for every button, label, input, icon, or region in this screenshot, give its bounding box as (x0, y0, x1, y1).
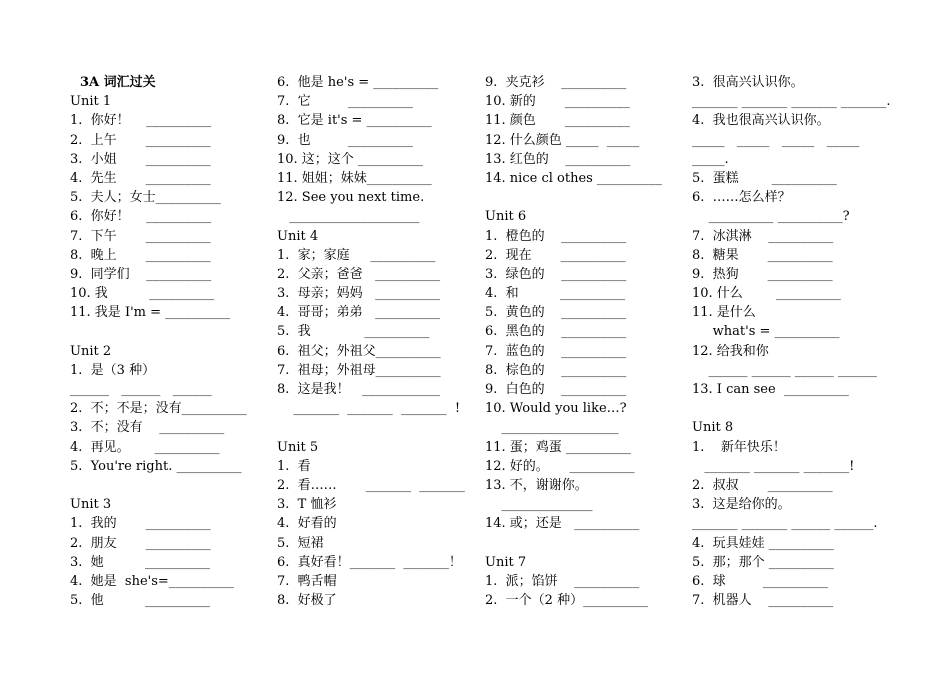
vocab-line: 7. 它 __________ (277, 94, 413, 110)
vocab-line: 6. 球 __________ (692, 573, 828, 589)
unit-heading: Unit 4 (277, 228, 319, 244)
vocab-line: 7. 蓝色的 __________ (485, 343, 627, 359)
unit-heading: Unit 6 (485, 209, 527, 225)
vocab-line: 11. 蛋；鸡蛋 __________ (485, 439, 631, 455)
vocab-line: 9. 热狗 __________ (692, 266, 833, 282)
vocab-line: 6. 黑色的 __________ (485, 324, 627, 340)
vocab-line: 13. I can see __________ (692, 382, 849, 397)
column-3-lines (485, 73, 685, 610)
vocab-line: 5. 蛋糕 __________ (692, 170, 837, 186)
vocab-line: 2. 上午 __________ (70, 132, 211, 148)
vocab-line: 1. 新年快乐！ (692, 439, 786, 455)
vocab-line: 6. ……怎么样？ (692, 190, 791, 206)
vocab-line: 7. 下午 __________ (70, 228, 211, 244)
vocab-line: 4. 再见。 __________ (70, 439, 220, 455)
vocab-line: 2. 朋友 __________ (70, 535, 211, 551)
vocab-line: _______ _______ ______ ______. (692, 516, 878, 532)
vocab-line: 2. 一个（2 种）__________ (485, 593, 649, 609)
vocab-line: 5. 那；那个 __________ (692, 554, 834, 570)
vocab-line: 8. 棕色的 __________ (485, 362, 627, 378)
vocab-line: 10. 什么 __________ (692, 286, 841, 302)
vocab-line: what's = __________ (692, 324, 840, 340)
vocab-line: 13. 不，谢谢你。 (485, 477, 588, 493)
column-1-lines (70, 73, 270, 610)
vocab-line: 1. 你好！ __________ (70, 113, 212, 129)
vocab-line: 5. 他 __________ (70, 593, 210, 609)
vocab-line: ______ ______ ______ ______ (692, 362, 877, 378)
vocab-line: 6. 他是 he's = __________ (277, 75, 439, 90)
vocab-line: 6. 你好！ __________ (70, 209, 212, 225)
vocab-line: _____. (692, 151, 729, 167)
vocab-line: 12. See you next time. (277, 190, 425, 206)
vocab-line: _______ _______ _______ _______. (692, 94, 891, 110)
vocab-line: 12. 给我和你 (692, 343, 769, 359)
vocab-line: 6. 祖父；外祖父__________ (277, 343, 441, 359)
vocab-line: 3. 绿色的 __________ (485, 266, 627, 282)
vocab-line: _______ _______ _______ ! (277, 401, 461, 417)
unit-heading: Unit 2 (70, 343, 112, 359)
unit-heading: Unit 8 (692, 420, 734, 436)
vocab-line: 2. 看…… _______ _______ (277, 477, 465, 493)
vocab-line: 5. 短裙 (277, 535, 324, 551)
unit-heading: Unit 5 (277, 439, 319, 455)
vocab-line: 11. 姐姐；妹妹__________ (277, 170, 432, 186)
vocab-line: 7. 机器人 __________ (692, 593, 834, 609)
vocab-line: 3. T 恤衫 (277, 497, 337, 513)
spacer-line (485, 188, 685, 207)
vocab-line: 7. 祖母；外祖母__________ (277, 362, 441, 378)
spacer-line (692, 399, 892, 418)
vocab-line: 7. 鸭舌帽 (277, 573, 337, 589)
spacer-line (485, 534, 685, 553)
vocab-line: 1. 派；馅饼 __________ (485, 573, 640, 589)
vocab-line: _______ _______ _______! (692, 458, 855, 474)
vocab-line: 3. 这是给你的。 (692, 497, 791, 513)
spacer-line (70, 322, 270, 341)
vocab-line: __________ __________? (692, 209, 850, 225)
vocab-line: 5. 黄色的 __________ (485, 305, 627, 321)
vocab-line: 10. 我 __________ (70, 286, 215, 302)
vocab-line: 11. 颜色 __________ (485, 113, 630, 129)
vocab-line: 3. 很高兴认识你。 (692, 75, 804, 90)
vocab-line: 2. 叔叔 __________ (692, 477, 833, 493)
vocab-line: 1. 橙色的 __________ (485, 228, 627, 244)
vocab-line: 8. 这是我！ ____________ (277, 382, 441, 397)
vocab-line: 2. 不；不是；没有__________ (70, 401, 247, 417)
vocab-line: 4. 好看的 (277, 516, 337, 532)
vocab-line: 12. 什么颜色 _____ _____ (485, 132, 640, 148)
column-4-lines (692, 73, 892, 610)
vocab-line: 1. 我的 __________ (70, 516, 211, 532)
vocab-line: 10. Would you like…? (485, 401, 627, 417)
vocab-line: 5. You're right. __________ (70, 458, 242, 474)
vocab-line: 8. 晚上 __________ (70, 247, 211, 263)
vocab-line: ____________________ (277, 209, 420, 225)
vocab-line: 3. 母亲；妈妈 __________ (277, 286, 441, 302)
vocab-line: 7. 冰淇淋 __________ (692, 228, 834, 244)
vocab-line: 14. nice cl othes __________ (485, 170, 662, 186)
vocab-line: 5. 我 __________ (277, 324, 430, 340)
vocab-line: 2. 父亲；爸爸 __________ (277, 266, 441, 282)
spacer-line (70, 73, 270, 92)
vocab-line: 3. 小姐 __________ (70, 151, 211, 167)
vocab-line: 4. 她是 she's=__________ (70, 573, 234, 589)
vocab-line: 4. 我也很高兴认识你。 (692, 113, 830, 129)
vocab-line: 11. 是什么 (692, 305, 756, 321)
vocab-line: 1. 看 (277, 458, 311, 474)
vocab-line: _____ _____ _____ _____ (692, 132, 860, 148)
vocab-line: 9. 也 __________ (277, 132, 413, 148)
unit-heading: Unit 7 (485, 554, 527, 570)
vocab-line: 9. 白色的 __________ (485, 382, 627, 397)
vocab-line: ______________ (485, 497, 593, 513)
spacer-line (277, 418, 477, 437)
vocab-line: 3. 不；没有 __________ (70, 420, 225, 436)
vocab-line: 1. 家；家庭 __________ (277, 247, 436, 263)
vocab-line: 4. 玩具娃娃 __________ (692, 535, 834, 551)
vocab-line: 14. 或；还是 __________ (485, 516, 640, 532)
vocab-line: 9. 夹克衫 __________ (485, 75, 627, 90)
vocab-line: 4. 先生 __________ (70, 170, 211, 186)
vocab-line: 13. 红色的 __________ (485, 151, 631, 167)
vocab-line: 11. 我是 I'm = __________ (70, 305, 231, 321)
vocab-line: 1. 是（3 种） (70, 362, 156, 378)
vocab-line: 10. 新的 __________ (485, 94, 630, 110)
spacer-line (70, 476, 270, 495)
vocab-line: 8. 糖果 __________ (692, 247, 833, 263)
unit-heading: Unit 3 (70, 497, 112, 513)
vocab-line: 8. 好极了 (277, 593, 337, 609)
vocab-line: 3. 她 __________ (70, 554, 210, 570)
vocab-line: __________________ (485, 420, 619, 436)
page-title: 3A 词汇过关 (80, 75, 156, 90)
column-2-lines (277, 73, 477, 610)
vocab-line: ______ ______ ______ (70, 382, 212, 397)
vocab-line: 5. 夫人；女士__________ (70, 190, 221, 206)
unit-heading: Unit 1 (70, 94, 112, 110)
vocab-line: 9. 同学们 __________ (70, 266, 212, 282)
vocab-line: 4. 哥哥；弟弟 __________ (277, 305, 441, 321)
vocab-line: 10. 这；这个 __________ (277, 151, 423, 167)
vocab-line: 4. 和 __________ (485, 286, 625, 302)
vocab-line: 8. 它是 it's = __________ (277, 113, 432, 129)
vocab-line: 12. 好的。 __________ (485, 458, 635, 474)
vocab-line: 2. 现在 __________ (485, 247, 626, 263)
vocab-line: 6. 真好看！_______ _______！ (277, 554, 462, 570)
